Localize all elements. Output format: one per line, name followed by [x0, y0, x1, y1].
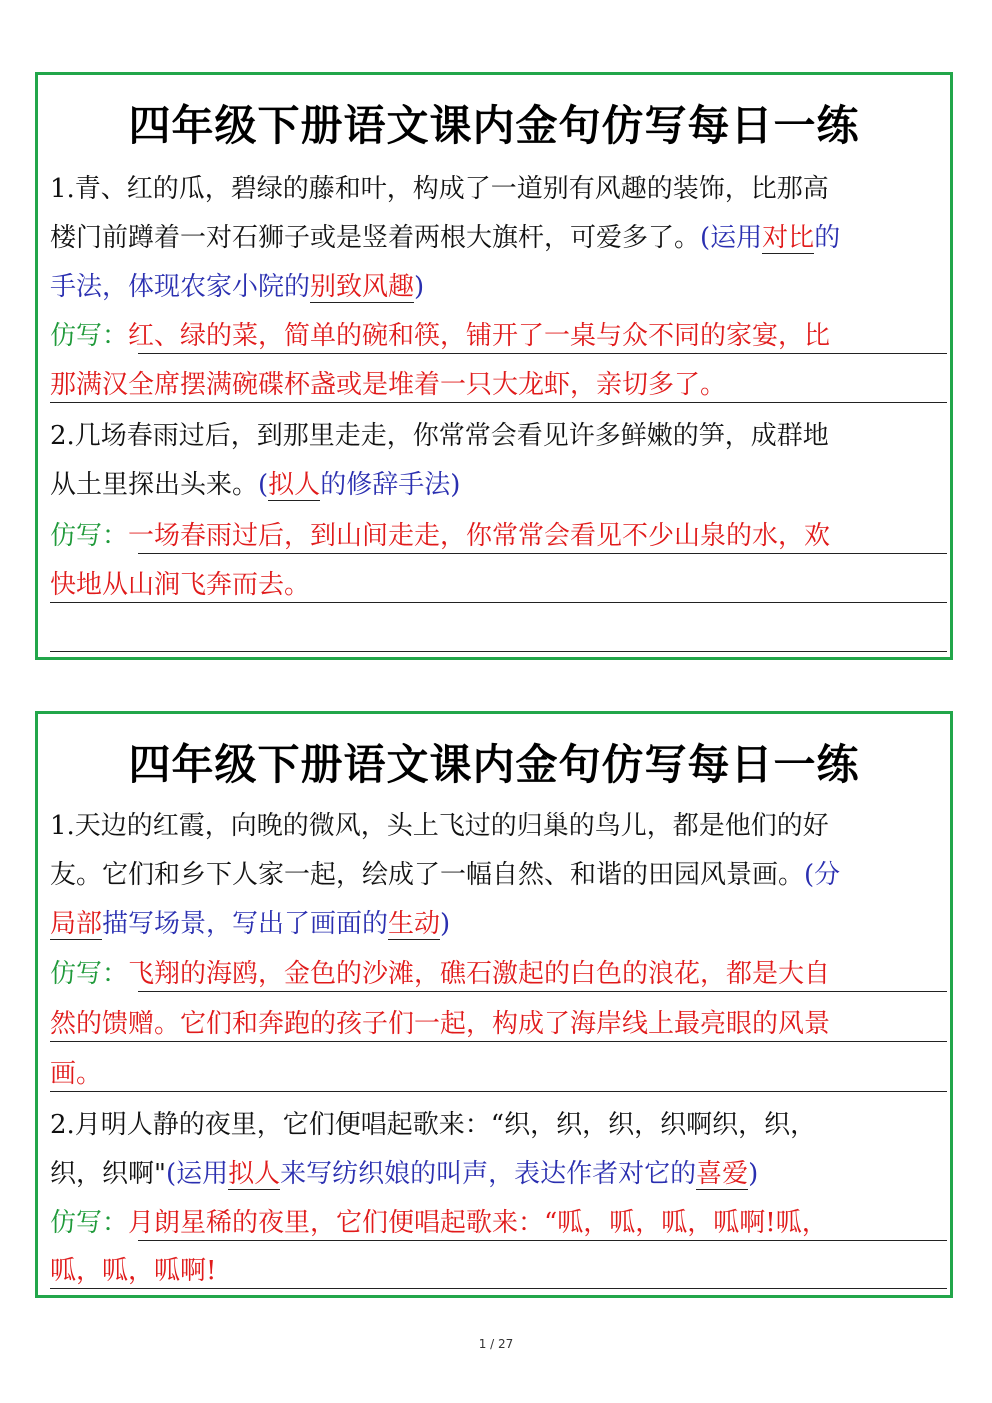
q1-note-keyword: 别致风趣 — [310, 272, 415, 302]
q1-answer-line-1 — [50, 321, 830, 351]
q1-line-2 — [50, 860, 840, 890]
q1-line-2 — [50, 223, 840, 253]
q1-note-open: (分 — [804, 860, 841, 890]
q2-note-keyword: 喜爱 — [696, 1159, 749, 1189]
q2-answer-line-1 — [50, 521, 830, 551]
exercise-card-2 — [35, 711, 953, 1298]
q1-line-3 — [50, 272, 424, 302]
q2-line-1: 2.月明人静的夜里，它们便唱起歌来：“织，织，织，织啊织，织， — [50, 1110, 817, 1140]
card-title: 四年级下册语文课内金句仿写每日一练 — [128, 101, 860, 150]
answer-rule — [50, 1091, 947, 1092]
answer-rule — [138, 991, 947, 992]
q2-answer-line-2: 呱，呱，呱啊! — [50, 1256, 217, 1286]
q1-answer-text-1: 飞翔的海鸥，金色的沙滩，礁石激起的白色的浪花，都是大自 — [128, 959, 831, 989]
q2-note-open: (运用 — [165, 1159, 229, 1189]
q1-note-close: ) — [440, 909, 451, 939]
q1-note-text: 描写场景，写出了画面的 — [102, 909, 389, 939]
q2-line-2-text: 织，织啊" — [50, 1159, 166, 1189]
page-number: 1 / 27 — [478, 1337, 514, 1351]
q1-note-text: 手法，体现农家小院的 — [50, 272, 311, 302]
q1-note-keyword: 生动 — [388, 909, 441, 939]
q2-note-cont: 的修辞手法) — [320, 470, 461, 500]
q2-answer-line-2: 快地从山涧飞奔而去。 — [50, 570, 311, 600]
q2-answer-line-1 — [50, 1208, 828, 1238]
q2-answer-text-1: 月朗星稀的夜里，它们便唱起歌来：“呱，呱，呱，呱啊!呱， — [128, 1208, 828, 1238]
imitation-label: 仿写： — [50, 521, 129, 551]
exercise-card-1 — [35, 72, 953, 660]
q1-keyword: 局部 — [50, 909, 103, 939]
imitation-label: 仿写： — [50, 321, 129, 351]
q2-line-2 — [50, 1159, 758, 1189]
answer-rule — [50, 1288, 947, 1289]
answer-rule — [138, 553, 947, 554]
answer-rule — [50, 402, 947, 403]
q1-answer-line-3: 画。 — [50, 1059, 103, 1089]
q2-note-open: ( — [258, 470, 269, 500]
q1-line-3 — [50, 909, 450, 939]
q2-answer-text-1: 一场春雨过后，到山间走走，你常常会看见不少山泉的水，欢 — [128, 521, 831, 551]
q1-answer-line-2: 然的馈赠。它们和奔跑的孩子们一起，构成了海岸线上最亮眼的风景 — [50, 1009, 831, 1039]
q1-answer-line-1 — [50, 959, 830, 989]
q1-line-1: 1.天边的红霞，向晚的微风，头上飞过的归巢的鸟儿，都是他们的好 — [50, 811, 829, 841]
q2-keyword: 拟人 — [268, 470, 321, 500]
q1-note-close: ) — [414, 272, 425, 302]
q1-answer-text-1: 红、绿的菜，简单的碗和筷，铺开了一桌与众不同的家宴，比 — [128, 321, 831, 351]
q1-line-2-text: 友。它们和乡下人家一起，绘成了一幅自然、和谐的田园风景画。 — [50, 860, 805, 890]
answer-rule — [138, 1240, 947, 1241]
q1-line-1: 1.青、红的瓜，碧绿的藤和叶，构成了一道别有风趣的装饰，比那高 — [50, 174, 829, 204]
q1-note-open: (运用 — [700, 223, 763, 253]
imitation-label: 仿写： — [50, 1208, 129, 1238]
answer-rule — [50, 1041, 947, 1042]
q1-keyword: 对比 — [762, 223, 815, 253]
card-title: 四年级下册语文课内金句仿写每日一练 — [128, 740, 860, 789]
q1-note-cont: 的 — [814, 223, 841, 253]
q2-line-2-text: 从土里探出头来。 — [50, 470, 259, 500]
q2-note-text: 来写纺织娘的叫声，表达作者对它的 — [280, 1159, 697, 1189]
q2-line-2 — [50, 470, 460, 500]
q1-answer-line-2: 那满汉全席摆满碗碟杯盏或是堆着一只大龙虾，亲切多了。 — [50, 370, 727, 400]
answer-rule — [138, 353, 947, 354]
imitation-label: 仿写： — [50, 959, 129, 989]
answer-rule — [50, 602, 947, 603]
q2-keyword: 拟人 — [228, 1159, 281, 1189]
q1-line-2-text: 楼门前蹲着一对石狮子或是竖着两根大旗杆，可爱多了。 — [50, 223, 701, 253]
q2-note-close: ) — [748, 1159, 759, 1189]
answer-rule — [50, 651, 947, 652]
q2-line-1: 2.几场春雨过后，到那里走走，你常常会看见许多鲜嫩的笋，成群地 — [50, 421, 829, 451]
